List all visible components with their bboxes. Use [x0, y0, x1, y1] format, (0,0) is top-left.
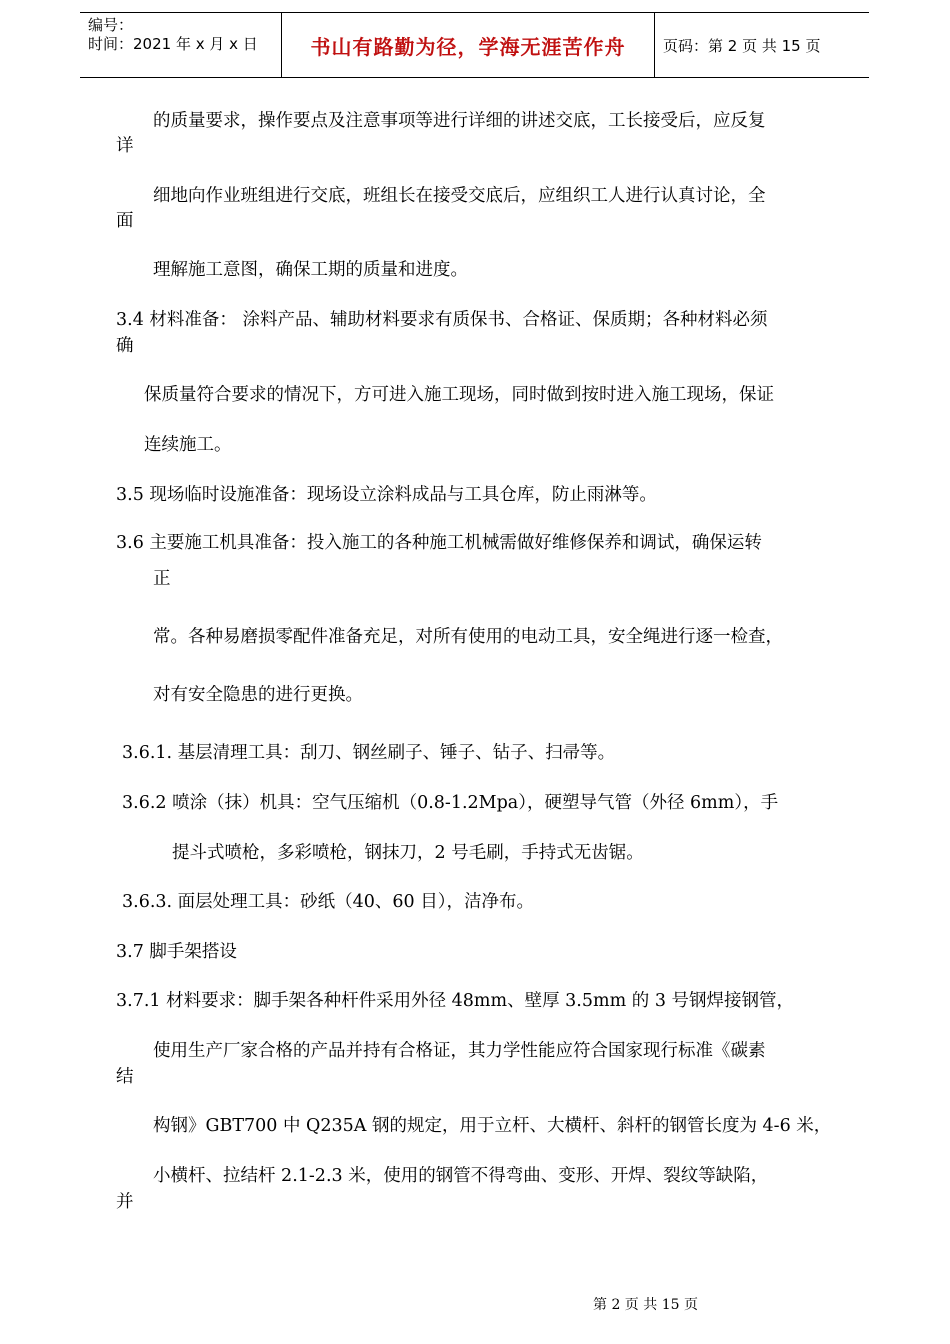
page-header	[80, 12, 869, 78]
text-line: 面	[116, 211, 134, 231]
text-line: 确	[116, 336, 134, 356]
text-line: 正	[153, 569, 171, 589]
text-line: 常。各种易磨损零配件准备充足，对所有使用的电动工具，安全绳进行逐一检查，	[153, 627, 783, 647]
page-footer: 第 2 页 共 15 页	[593, 1297, 698, 1313]
number-label: 编号：	[88, 16, 134, 34]
section-heading-3-6: 3.6 主要施工机具准备：投入施工的各种施工机械需做好维修保养和调试，确保运转	[116, 533, 762, 553]
section-heading-3-6-1: 3.6.1. 基层清理工具：刮刀、钢丝刷子、锤子、钻子、扫帚等。	[122, 743, 616, 763]
section-heading-3-6-3: 3.6.3. 面层处理工具：砂纸（40、60 目），洁净布。	[122, 892, 535, 912]
time-label: 时间：2021 年 x 月 x 日	[88, 35, 258, 53]
text-line: 提斗式喷枪，多彩喷枪，钢抹刀，2 号毛刷，手持式无齿锯。	[172, 843, 644, 863]
text-line: 对有安全隐患的进行更换。	[153, 685, 363, 705]
text-line: 小横杆、拉结杆 2.1-2.3 米，使用的钢管不得弯曲、变形、开焊、裂纹等缺陷，	[153, 1166, 769, 1186]
text-line: 使用生产厂家合格的产品并持有合格证，其力学性能应符合国家现行标准《碳素	[153, 1041, 766, 1061]
header-motto: 书山有路勤为径，学海无涯苦作舟	[281, 13, 655, 77]
section-heading-3-7-1: 3.7.1 材料要求：脚手架各种杆件采用外径 48mm、壁厚 3.5mm 的 3 号钢焊接钢管，	[116, 991, 795, 1011]
text-line: 的质量要求，操作要点及注意事项等进行详细的讲述交底，工长接受后，应反复	[153, 111, 766, 131]
text-line: 细地向作业班组进行交底，班组长在接受交底后，应组织工人进行认真讨论，全	[153, 186, 766, 206]
text-line: 构钢》GBT700 中 Q235A 钢的规定，用于立杆、大横杆、斜杆的钢管长度为 4-6 米，	[153, 1116, 832, 1136]
text-line: 保质量符合要求的情况下，方可进入施工现场，同时做到按时进入施工现场，保证	[144, 385, 774, 405]
section-heading-3-7: 3.7 脚手架搭设	[116, 942, 237, 962]
section-heading-3-6-2: 3.6.2 喷涂（抹）机具：空气压缩机（0.8-1.2Mpa），硬塑导气管（外径 6mm），手	[122, 793, 779, 813]
header-info-cell	[80, 13, 281, 77]
text-line: 并	[116, 1192, 134, 1212]
text-line: 详	[116, 136, 134, 156]
header-page-label: 页码：第 2 页 共 15 页	[663, 36, 821, 55]
section-heading-3-5: 3.5 现场临时设施准备：现场设立涂料成品与工具仓库，防止雨淋等。	[116, 485, 657, 505]
section-heading-3-4: 3.4 材料准备： 涂料产品、辅助材料要求有质保书、合格证、保质期；各种材料必须	[116, 310, 768, 330]
text-line: 结	[116, 1067, 134, 1087]
text-line: 连续施工。	[144, 435, 232, 455]
text-line: 理解施工意图，确保工期的质量和进度。	[153, 260, 468, 280]
